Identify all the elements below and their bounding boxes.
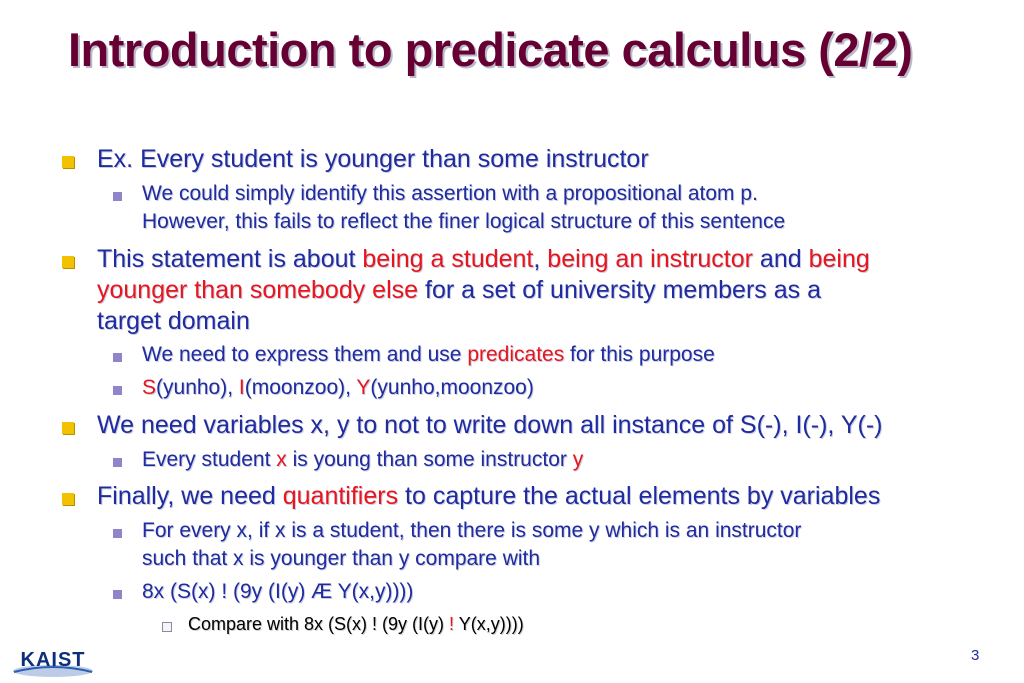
bullet-text: target domain	[97, 307, 250, 335]
bullet-marker	[62, 156, 74, 168]
text-run: (moonzoo),	[244, 376, 357, 399]
kaist-logo	[8, 642, 98, 680]
highlight-text: quantifiers	[282, 482, 399, 510]
highlight-text: !	[449, 614, 455, 634]
sub-bullet-text: However, this fails to reflect the finer logical structure of this sentence	[142, 210, 786, 233]
highlight-text: being a student	[362, 245, 534, 273]
sub-bullet-text	[142, 343, 715, 367]
svg-text:KAIST: KAIST	[20, 649, 86, 671]
text-run: Y(x,y))))	[454, 614, 524, 634]
sub-bullet-marker	[113, 386, 122, 395]
sub-bullet-text	[142, 376, 534, 400]
text-run: Finally, we need	[97, 482, 283, 510]
sub-sub-bullet-marker	[162, 622, 172, 632]
formula-text: 8x (S(x) ! (9y (I(y) Æ Y(x,y))))	[142, 580, 414, 603]
text-run: We need to express them and use	[142, 343, 468, 366]
sub-bullet-marker	[113, 590, 122, 599]
slide-title: Introduction to predicate calculus (2/2)	[68, 23, 913, 76]
text-run: for this purpose	[564, 343, 715, 366]
sub-bullet-text: such that x is younger than y compare with	[142, 547, 541, 570]
bullet-text	[97, 482, 880, 511]
bullet-marker	[62, 256, 74, 268]
bullet-text	[97, 276, 821, 305]
highlight-text: y	[572, 448, 584, 471]
sub-bullet-marker	[113, 353, 122, 362]
text-run: for a set of university members as a	[418, 276, 821, 304]
formula-compare-text	[188, 614, 524, 635]
bullet-text: We need variables x, y to not to write down all instance of S(-), I(-), Y(-)	[97, 411, 883, 439]
text-run: This statement is about	[97, 245, 363, 273]
text-run: Compare with 8x (S(x) ! (9y (I(y)	[188, 614, 450, 634]
sub-bullet-marker	[113, 529, 122, 538]
highlight-text: Y	[356, 376, 371, 399]
bullet-marker	[62, 493, 74, 505]
bullet-text: Ex. Every student is younger than some instructor	[97, 145, 649, 173]
text-run: Every student	[142, 448, 277, 471]
sub-bullet-text: We could simply identify this assertion with a propositional atom p.	[142, 182, 758, 205]
sub-bullet-text	[142, 448, 583, 472]
bullet-marker	[62, 422, 74, 434]
sub-bullet-text: For every x, if x is a student, then there is some y which is an instructor	[142, 519, 802, 542]
sub-bullet-marker	[113, 192, 122, 201]
highlight-text: x	[276, 448, 287, 471]
text-run: (yunho,moonzoo)	[370, 376, 534, 399]
highlight-text: being an instructor	[547, 245, 753, 273]
sub-bullet-marker	[113, 458, 122, 467]
text-run: is young than some instructor	[286, 448, 573, 471]
highlight-text: I	[238, 376, 245, 399]
highlight-text: being	[808, 245, 870, 273]
highlight-text: younger than somebody else	[97, 276, 419, 304]
bullet-text	[97, 245, 870, 274]
text-run: to capture the actual elements by variables	[398, 482, 881, 510]
page-number: 3	[971, 647, 980, 664]
highlight-text: S	[142, 376, 157, 399]
highlight-text: predicates	[467, 343, 565, 366]
text-run: (yunho),	[156, 376, 239, 399]
text-run: and	[752, 245, 809, 273]
text-run: ,	[533, 245, 548, 273]
